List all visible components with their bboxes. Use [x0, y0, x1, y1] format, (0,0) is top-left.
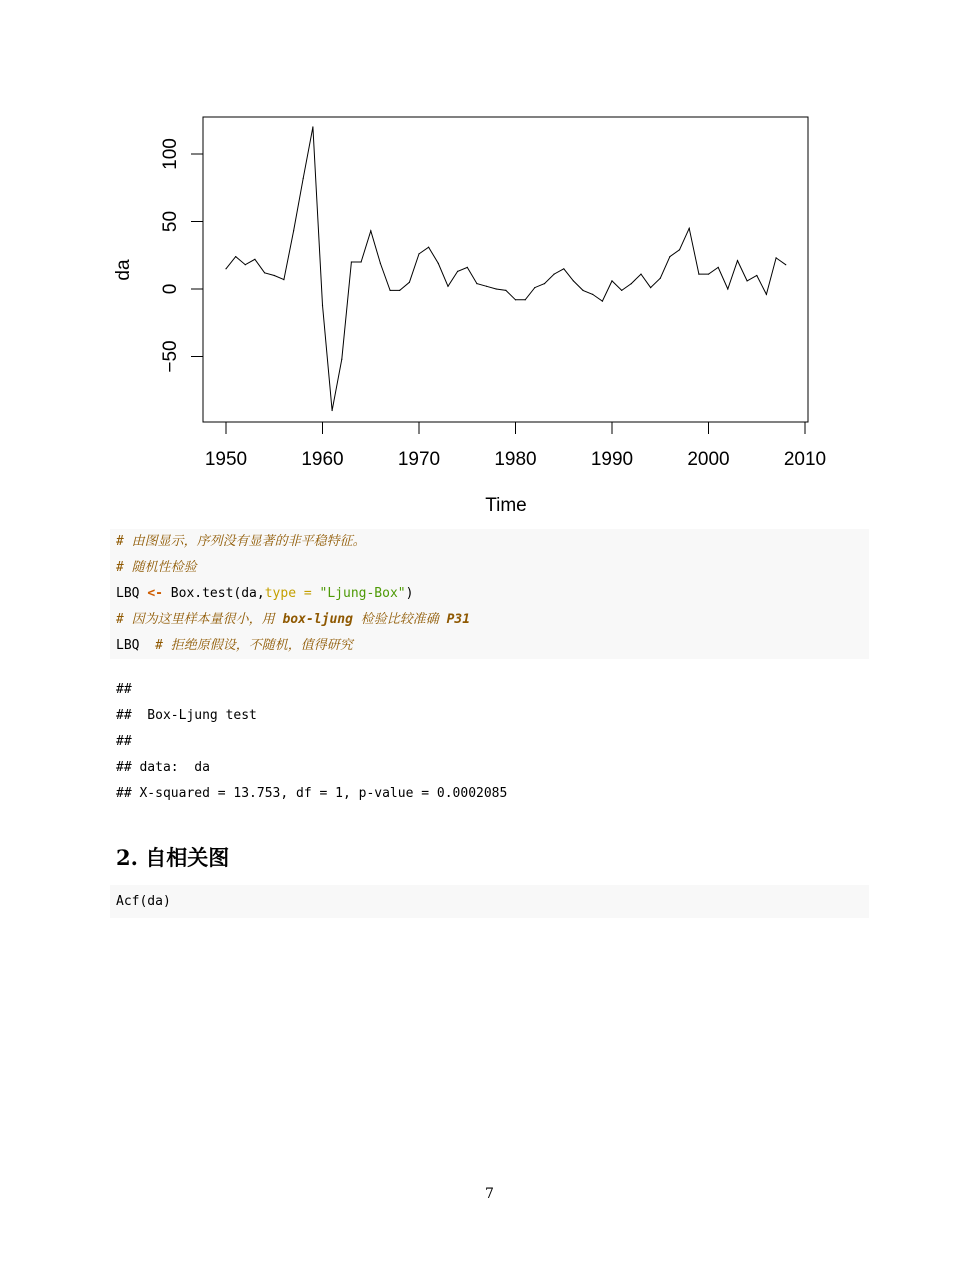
code-text: LBQ	[116, 638, 156, 653]
comment: # 随机性检验	[116, 560, 197, 575]
code-text: Box.test(da,	[162, 586, 265, 601]
series-line-da	[226, 127, 786, 411]
data-point-1971	[428, 247, 429, 248]
data-point-1957	[293, 230, 294, 231]
data-point-1953	[254, 259, 255, 260]
data-point-1989	[602, 301, 603, 302]
x-tick-label-2010: 2010	[783, 449, 827, 470]
data-point-1963	[351, 261, 352, 262]
code-text: LBQ	[116, 586, 148, 601]
data-point-2003	[737, 260, 738, 261]
data-point-1951	[235, 256, 236, 257]
comment-emphasis: P31	[446, 612, 471, 627]
comment-emphasis: box-ljung	[282, 612, 353, 627]
section-heading: 2. 自相关图	[116, 845, 230, 870]
data-point-2006	[766, 294, 767, 295]
data-point-1992	[631, 283, 632, 284]
code-line-1	[116, 534, 366, 550]
data-point-1996	[669, 256, 670, 257]
data-point-1999	[698, 274, 699, 275]
data-point-1995	[660, 278, 661, 279]
y-axis-label: da	[113, 259, 134, 281]
data-point-1969	[409, 282, 410, 283]
data-point-1955	[274, 275, 275, 276]
equals-sign: =	[296, 586, 320, 601]
code-block-acf	[110, 885, 869, 918]
data-point-2000	[708, 274, 709, 275]
data-point-1967	[390, 290, 391, 291]
data-point-1974	[457, 271, 458, 272]
y-tick-label-50: 50	[160, 210, 181, 233]
data-point-1973	[447, 286, 448, 287]
y-tick-label-100: 100	[160, 138, 181, 170]
data-point-1982	[534, 287, 535, 288]
y-tick-label--50: −50	[160, 340, 181, 373]
comment: # 因为这里样本量很小，用	[116, 612, 283, 627]
data-point-1954	[264, 272, 265, 273]
data-point-1960	[322, 305, 323, 306]
data-point-1991	[621, 290, 622, 291]
data-point-1978	[496, 288, 497, 289]
page-number: 7	[485, 1186, 494, 1202]
data-point-1981	[525, 299, 526, 300]
data-point-2004	[747, 280, 748, 281]
output-line-1: ##	[116, 682, 132, 697]
data-point-1968	[399, 290, 400, 291]
x-tick-label-1960: 1960	[301, 449, 344, 470]
output-line-5: ## X-squared = 13.753, df = 1, p-value = 0.0002085	[116, 786, 508, 801]
output-line-2: ## Box-Ljung test	[116, 708, 257, 723]
data-point-1975	[467, 267, 468, 268]
x-tick-label-2000: 2000	[687, 449, 730, 470]
output-line-4: ## data: da	[116, 760, 210, 775]
assign-operator: <-	[147, 586, 163, 601]
comment: 检验比较准确	[352, 612, 447, 627]
data-point-1976	[476, 283, 477, 284]
data-point-1972	[438, 263, 439, 264]
code-line-5	[116, 638, 353, 654]
data-point-1994	[650, 287, 651, 288]
data-point-1979	[505, 290, 506, 291]
data-point-1988	[592, 294, 593, 295]
code-line-3	[116, 586, 413, 602]
x-tick-label-1970: 1970	[397, 449, 441, 470]
plot-frame	[203, 117, 808, 422]
argument-name: type	[264, 586, 297, 601]
code-text: )	[405, 586, 414, 601]
data-point-2007	[776, 257, 777, 258]
comment: # 由图显示，序列没有显著的非平稳特征。	[116, 534, 366, 549]
data-point-1950	[225, 268, 226, 269]
data-point-1956	[283, 279, 284, 280]
data-point-1965	[370, 230, 371, 231]
data-point-1985	[563, 268, 564, 269]
code-line-4	[116, 612, 470, 628]
data-point-2001	[718, 267, 719, 268]
data-point-1966	[380, 263, 381, 264]
data-point-1977	[486, 286, 487, 287]
data-point-1983	[544, 283, 545, 284]
string-literal: "Ljung-Box"	[319, 586, 406, 601]
data-point-1958	[303, 178, 304, 179]
x-tick-label-1980: 1980	[494, 449, 537, 470]
data-point-1961	[332, 410, 333, 411]
data-point-2008	[785, 264, 786, 265]
code-line-acf: Acf(da)	[116, 894, 171, 909]
data-point-1959	[312, 126, 313, 127]
data-point-1964	[361, 261, 362, 262]
data-point-1984	[554, 274, 555, 275]
x-tick-label-1950: 1950	[204, 449, 248, 470]
data-point-1962	[341, 359, 342, 360]
data-point-1980	[515, 299, 516, 300]
data-point-1970	[418, 253, 419, 254]
time-series-plot	[0, 0, 979, 520]
y-tick-label-0: 0	[160, 283, 181, 295]
code-line-2	[116, 560, 197, 576]
data-point-1986	[573, 280, 574, 281]
comment: # 拒绝原假设，不随机，值得研究	[155, 638, 353, 653]
output-line-3: ##	[116, 734, 132, 749]
data-point-1952	[245, 264, 246, 265]
code-block-box-test	[110, 529, 869, 659]
data-point-1998	[689, 228, 690, 229]
data-point-2005	[756, 275, 757, 276]
x-tick-label-1990: 1990	[590, 449, 634, 470]
data-point-2002	[727, 288, 728, 289]
data-point-1993	[640, 274, 641, 275]
data-point-1990	[611, 280, 612, 281]
x-axis-label: Time	[485, 495, 527, 516]
data-point-1987	[582, 290, 583, 291]
data-point-1997	[679, 249, 680, 250]
